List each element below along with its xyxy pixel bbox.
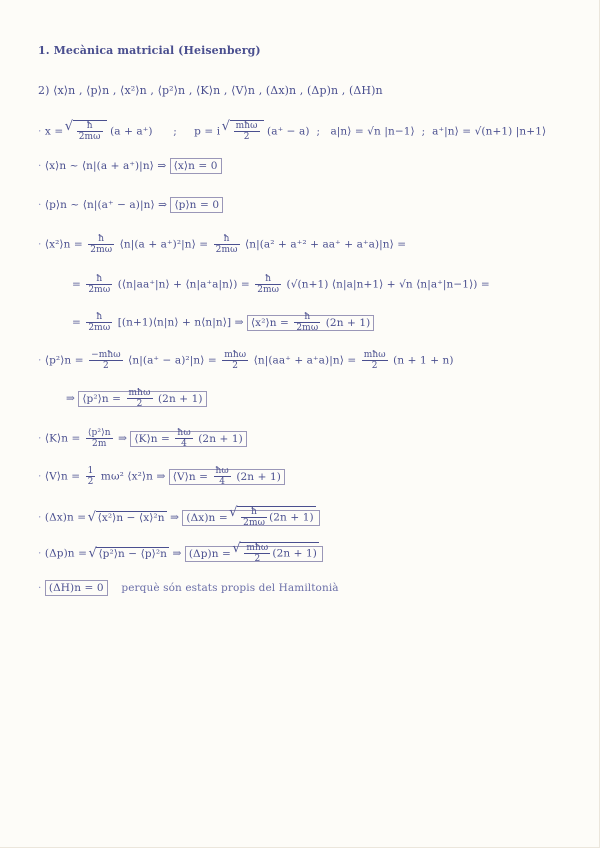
frac-num: √ ħ	[241, 507, 267, 518]
bullet: ·	[38, 199, 42, 211]
p-expectation-derivation: ⟨p⟩n ~ ⟨n|(a⁺ − a)|n⟩ ⇒	[44, 199, 168, 211]
bullet: ·	[38, 160, 42, 172]
equals-sign: =	[72, 278, 81, 291]
delta-x-line	[38, 506, 320, 528]
frac-num: ⟨p²⟩n	[87, 428, 111, 438]
result-rhs: (2n + 1)	[157, 392, 203, 405]
frac-num: ħ	[294, 312, 320, 323]
frac-den: 2mω	[296, 323, 319, 333]
bullet: ·	[38, 432, 42, 445]
p2-derivation-line	[38, 350, 454, 371]
potential-step: mω² ⟨x²⟩n	[100, 470, 153, 483]
bullet: ·	[38, 470, 42, 483]
x2-step-4: (√(n+1) ⟨n|a|n+1⟩ + √n ⟨n|a⁺|n−1⟩) =	[286, 278, 490, 291]
frac-num: ħ	[214, 234, 240, 245]
p2-result-line	[66, 388, 207, 409]
delta-p-result	[185, 543, 323, 564]
x2-step-2: ⟨n|(a² + a⁺² + aa⁺ + a⁺a)|n⟩ =	[245, 238, 407, 251]
result-rhs: (2n + 1)	[236, 470, 281, 483]
x-expectation-derivation: ⟨x⟩n ~ ⟨n|(a + a⁺)|n⟩ ⇒	[44, 160, 167, 172]
frac-den: 2mω	[88, 285, 111, 295]
frac-den: 4	[219, 477, 226, 487]
result-rhs: (2n + 1)	[272, 547, 317, 560]
x2-derivation-line-3	[72, 312, 374, 333]
frac-den: 2	[87, 477, 94, 487]
delta-h-note: perquè són estats propis del Hamiltonià	[121, 582, 339, 594]
separator: ;	[316, 125, 321, 138]
bullet: ·	[38, 125, 42, 138]
p2-step-2: ⟨n|(aa⁺ + a⁺a)|n⟩ =	[253, 354, 357, 367]
frac-den: 2mω	[90, 245, 113, 255]
sqrt-factor	[73, 120, 107, 142]
p2-step-1: ⟨n|(a⁺ − a)²|n⟩ =	[128, 354, 217, 367]
separator: ;	[421, 125, 426, 138]
frac-num: mħω	[363, 350, 386, 360]
p2-step-3: (n + 1 + n)	[393, 354, 454, 367]
frac-num: ħ	[86, 274, 112, 285]
frac-den: 2m	[92, 439, 107, 449]
frac-den: 2mω	[215, 245, 238, 255]
x2-step-1: ⟨n|(a + a⁺)²|n⟩ =	[119, 238, 209, 251]
p-expectation-line	[38, 199, 223, 211]
frac-num: ħω	[177, 428, 191, 438]
delta-h-result: (ΔH)n = 0	[45, 580, 108, 596]
implies-arrow: ⇒	[172, 547, 182, 560]
kinetic-energy-line	[38, 428, 247, 449]
bullet: ·	[38, 582, 42, 594]
p-operator-lhs: p = i	[194, 125, 221, 138]
p-expectation-result: ⟨p⟩n = 0	[170, 197, 223, 213]
bullet: ·	[38, 547, 42, 560]
sqrt-factor	[230, 120, 264, 142]
frac-den: 2mω	[88, 323, 111, 333]
x2-step-3: (⟨n|aa⁺|n⟩ + ⟨n|a⁺a|n⟩) =	[117, 278, 250, 291]
x-expectation-result: ⟨x⟩n = 0	[170, 158, 222, 174]
frac-num: mħω	[128, 388, 151, 398]
delta-x-sqrt: √ ⟨x²⟩n − ⟨x⟩²n	[96, 511, 167, 524]
frac-den: 2	[371, 361, 378, 371]
operator-definitions	[38, 120, 546, 142]
result-rhs: (2n + 1)	[198, 432, 243, 445]
bullet: ·	[38, 354, 42, 367]
delta-h-line	[38, 582, 339, 594]
creation-action: a⁺|n⟩ = √(n+1) |n+1⟩	[432, 125, 547, 138]
separator: ;	[173, 125, 177, 138]
delta-p-line	[38, 542, 323, 564]
frac-den: 2mω	[257, 285, 280, 295]
result-lhs: ⟨V⟩n =	[172, 470, 209, 483]
delta-x-lhs: (Δx)n =	[44, 511, 87, 524]
potential-lhs: ⟨V⟩n =	[44, 470, 81, 483]
frac-den: 2mω	[243, 518, 266, 528]
implies-arrow: ⇒	[66, 392, 75, 405]
section-title: 1. Mecànica matricial (Heisenberg)	[38, 44, 261, 57]
kinetic-lhs: ⟨K⟩n =	[44, 432, 81, 445]
x2-step-5: [(n+1)⟨n|n⟩ + n⟨n|n⟩] ⇒	[117, 316, 244, 329]
frac-num: ħ	[255, 274, 281, 285]
frac-num: √ ħ	[77, 121, 103, 132]
frac-num: ħ	[88, 234, 114, 245]
delta-p-lhs: (Δp)n =	[44, 547, 88, 560]
x-expectation-line	[38, 160, 222, 172]
implies-arrow: ⇒	[156, 470, 166, 483]
frac-den: 2	[102, 361, 109, 371]
implies-arrow: ⇒	[170, 511, 179, 524]
frac-den: 2	[136, 399, 143, 409]
kinetic-result	[130, 428, 246, 449]
frac-num: √ mħω	[235, 121, 258, 131]
p2-lhs: ⟨p²⟩n =	[44, 354, 84, 367]
potential-energy-line	[38, 466, 285, 487]
result-lhs: ⟨p²⟩n =	[82, 392, 122, 405]
delta-p-sqrt: √ ⟨p²⟩n − ⟨p⟩²n	[96, 547, 169, 560]
equals-sign: =	[72, 316, 81, 329]
x2-lhs: ⟨x²⟩n =	[44, 238, 83, 251]
frac-den: 2	[254, 554, 261, 564]
frac-num: mħω	[224, 350, 247, 360]
sqrt-factor	[240, 542, 319, 564]
frac-den: 2	[243, 132, 250, 142]
frac-num: 1	[87, 466, 94, 476]
x2-derivation-line-1	[38, 234, 406, 255]
result-lhs: ⟨K⟩n =	[134, 432, 170, 445]
frac-den: 2mω	[78, 132, 101, 142]
result-lhs: (Δp)n =	[188, 547, 231, 560]
implies-arrow: ⇒	[118, 432, 127, 445]
delta-x-result	[182, 507, 319, 528]
x2-result	[247, 312, 374, 333]
bullet: ·	[38, 238, 42, 251]
sqrt-factor	[237, 506, 316, 528]
frac-num: ħ	[86, 312, 112, 323]
p-operator-rhs: (a⁺ − a)	[267, 125, 310, 138]
result-lhs: (Δx)n =	[186, 511, 228, 524]
frac-num: ħω	[215, 466, 229, 476]
x-operator-rhs: (a + a⁺)	[110, 125, 153, 138]
result-rhs: (2n + 1)	[325, 316, 371, 329]
problem-statement: 2) ⟨x⟩n , ⟨p⟩n , ⟨x²⟩n , ⟨p²⟩n , ⟨K⟩n , ⟨V⟩n , (Δx)n , (Δp)n , (ΔH)n	[38, 84, 383, 97]
result-lhs: ⟨x²⟩n =	[250, 316, 289, 329]
p2-result	[78, 388, 206, 409]
frac-num: −mħω	[91, 350, 121, 360]
annihilation-action: a|n⟩ = √n |n−1⟩	[330, 125, 415, 138]
bullet: ·	[38, 511, 42, 524]
potential-result	[169, 466, 285, 487]
frac-num: √ mħω	[246, 543, 269, 553]
frac-den: 2	[232, 361, 239, 371]
frac-den: 4	[181, 439, 187, 449]
result-rhs: (2n + 1)	[269, 511, 314, 524]
x-operator-lhs: x =	[44, 125, 64, 138]
x2-derivation-line-2	[72, 274, 490, 295]
